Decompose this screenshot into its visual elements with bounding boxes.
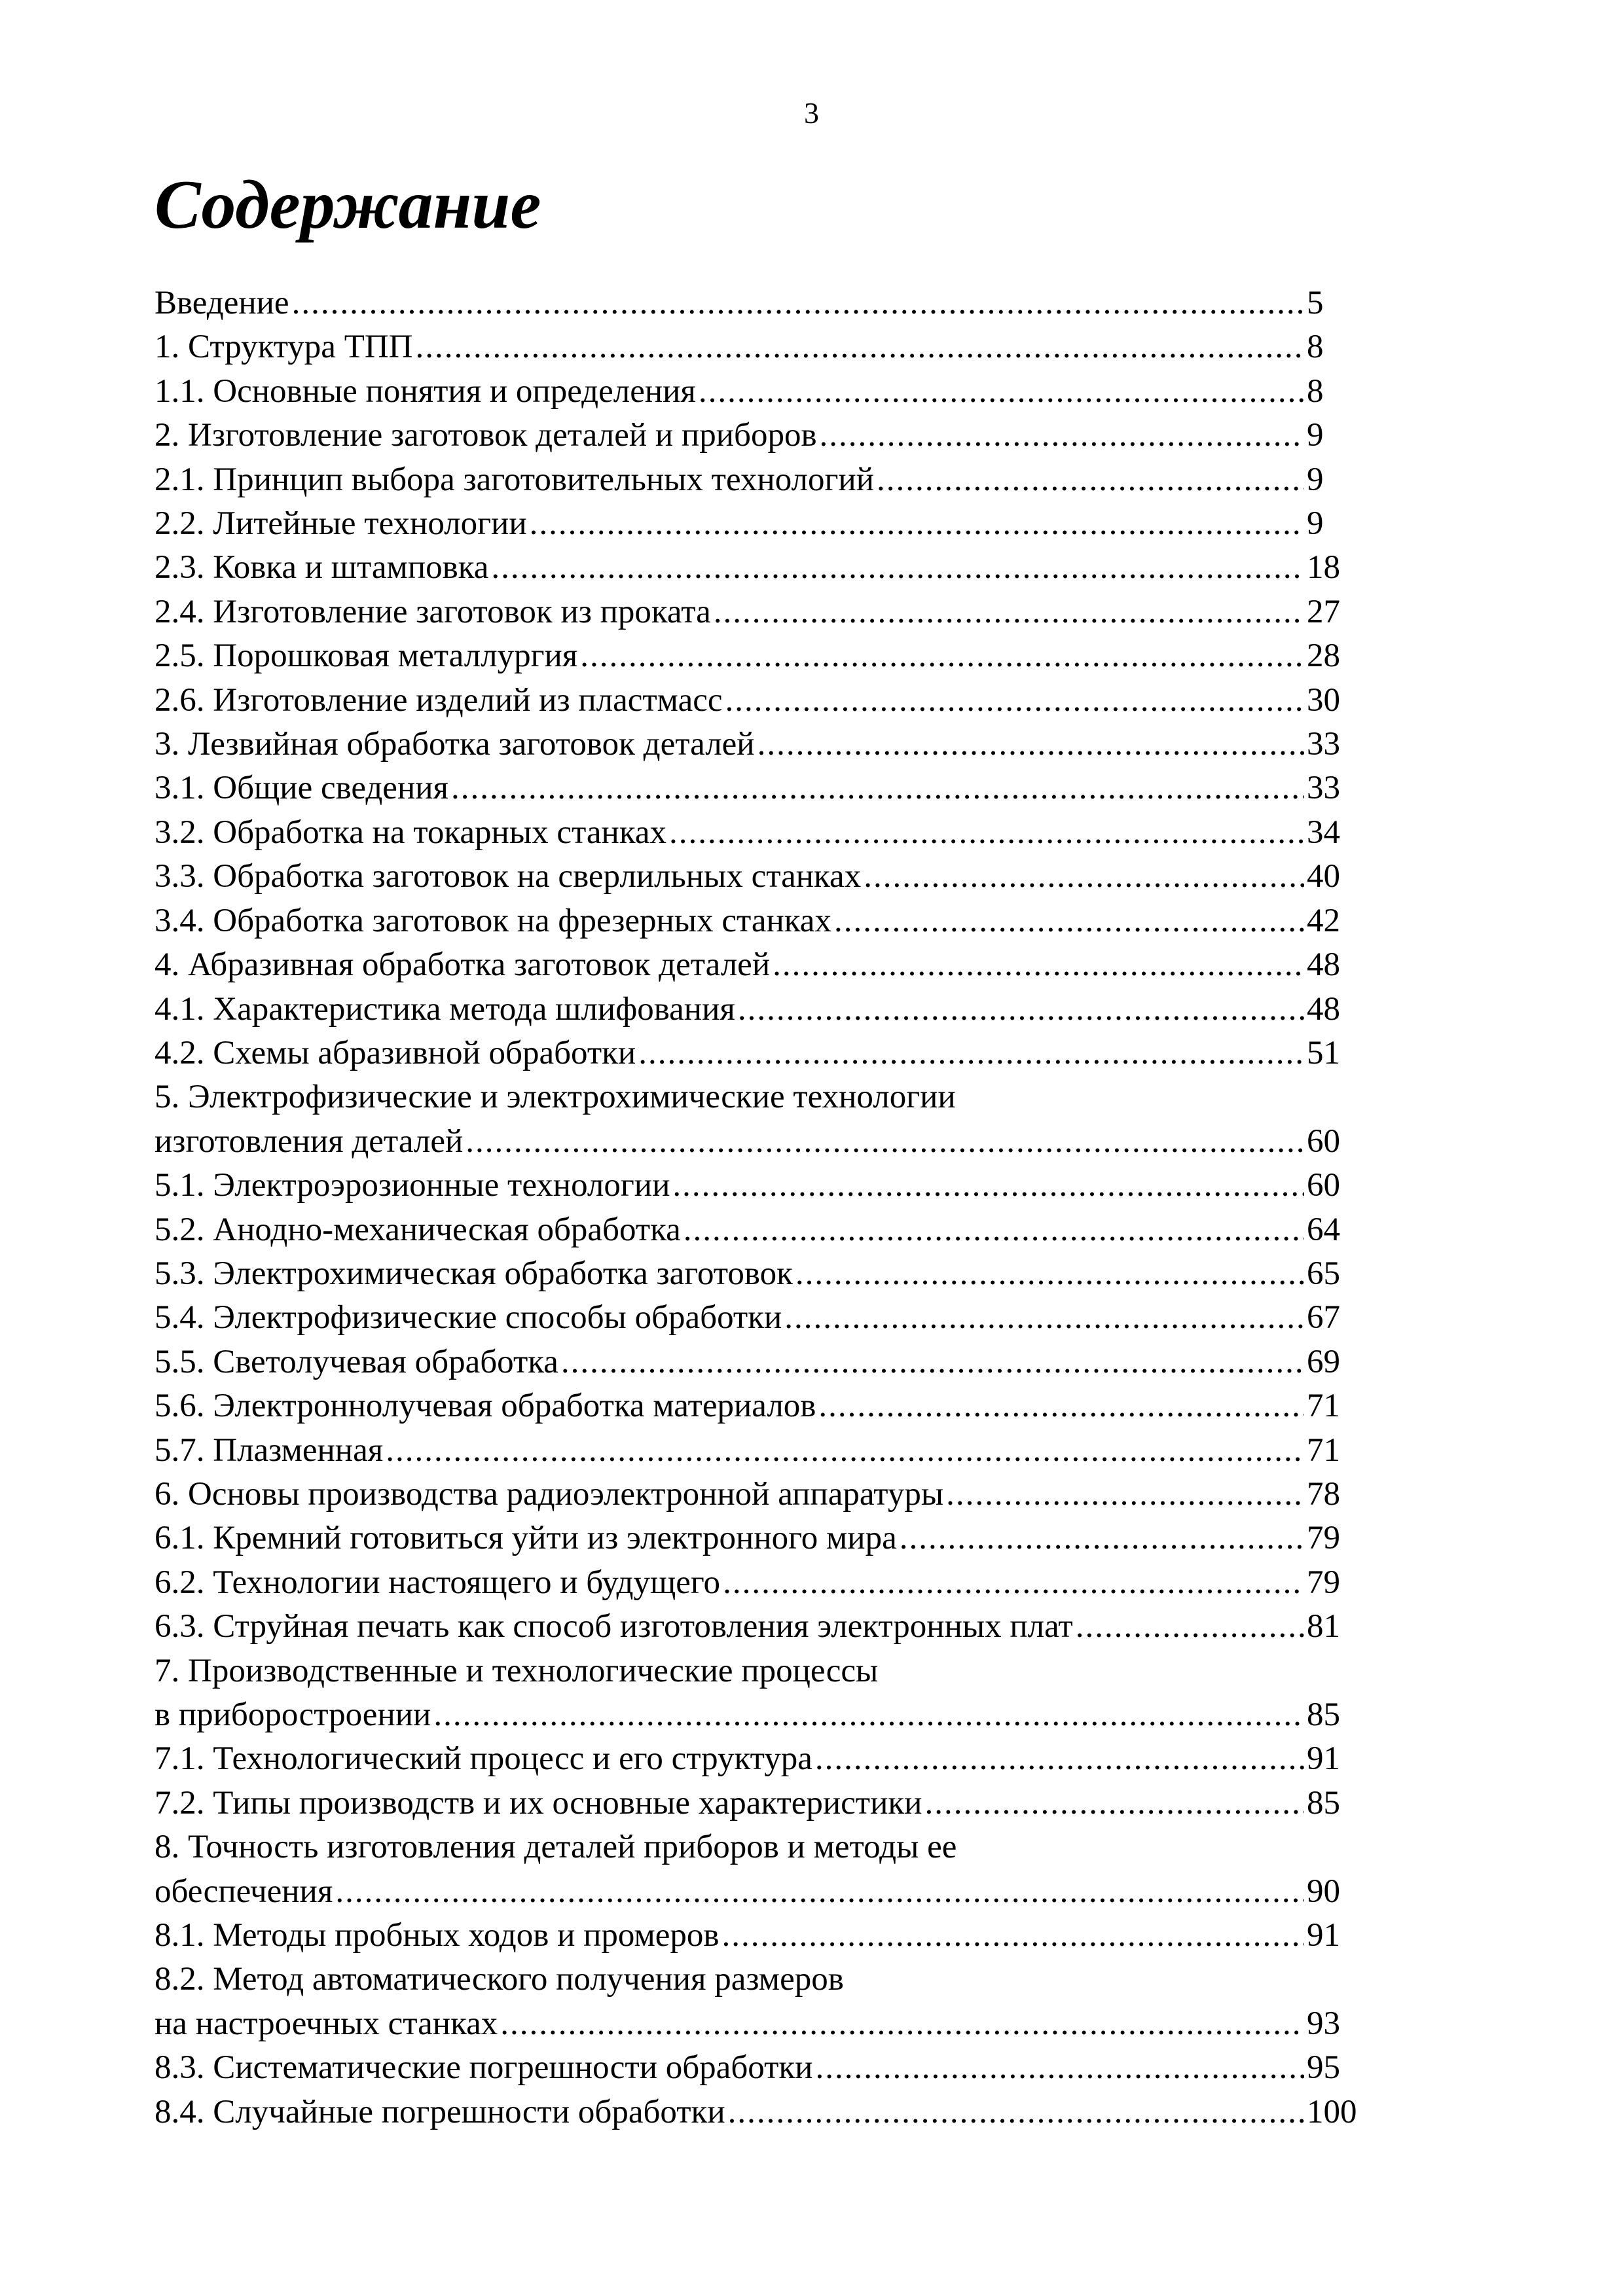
toc-entry-label: 8.1. Методы пробных ходов и промеров bbox=[155, 1917, 720, 1954]
toc-dot-leader bbox=[416, 325, 1304, 369]
toc-dot-leader bbox=[1076, 1605, 1304, 1649]
toc-entry[interactable] bbox=[155, 1649, 1372, 1693]
toc-entry-page: 27 bbox=[1307, 593, 1340, 630]
toc-entry-label: 3.1. Общие сведения bbox=[155, 770, 448, 807]
page-number: 3 bbox=[804, 96, 819, 130]
toc-entry[interactable] bbox=[155, 458, 1372, 502]
toc-entry-label: 5.7. Плазменная bbox=[155, 1431, 384, 1469]
toc-entry[interactable] bbox=[155, 634, 1372, 678]
toc-entry-label: 3.4. Обработка заготовок на фрезерных станках bbox=[155, 902, 831, 939]
toc-entry[interactable] bbox=[155, 281, 1372, 325]
toc-entry[interactable] bbox=[155, 943, 1372, 987]
toc-entry-label: Введение bbox=[155, 285, 289, 321]
table-of-contents bbox=[155, 281, 1372, 2134]
toc-entry-page: 8 bbox=[1307, 372, 1324, 410]
toc-entry[interactable] bbox=[155, 723, 1372, 766]
toc-dot-leader bbox=[451, 766, 1304, 810]
toc-entry-page: 9 bbox=[1307, 417, 1324, 454]
toc-dot-leader bbox=[946, 1473, 1304, 1516]
toc-entry[interactable] bbox=[155, 370, 1372, 414]
toc-entry-page: 18 bbox=[1307, 549, 1340, 586]
toc-dot-leader bbox=[561, 1340, 1304, 1384]
toc-entry-label: 2.5. Порошковая металлургия bbox=[155, 637, 578, 675]
toc-entry-label: 1. Структура ТПП bbox=[155, 329, 413, 366]
toc-entry[interactable] bbox=[155, 546, 1372, 590]
toc-entry[interactable] bbox=[155, 1914, 1372, 1958]
toc-entry[interactable] bbox=[155, 1208, 1372, 1252]
toc-entry-label: 3.3. Обработка заготовок на сверлильных станках bbox=[155, 858, 862, 895]
toc-entry-page: 42 bbox=[1307, 902, 1340, 939]
toc-dot-leader bbox=[292, 281, 1304, 325]
toc-dot-leader bbox=[795, 1252, 1304, 1296]
toc-entry-label: 3. Лезвийная обработка заготовок деталей bbox=[155, 726, 755, 763]
toc-dot-leader bbox=[699, 370, 1304, 414]
toc-dot-leader bbox=[530, 502, 1304, 546]
toc-entry[interactable] bbox=[155, 1693, 1372, 1737]
toc-entry-label: 2.3. Ковка и штамповка bbox=[155, 549, 489, 586]
toc-dot-leader bbox=[900, 1516, 1304, 1560]
toc-entry[interactable] bbox=[155, 414, 1372, 457]
toc-entry-page: 8 bbox=[1307, 329, 1324, 366]
toc-entry-label: 5.6. Электроннолучевая обработка материалов bbox=[155, 1388, 816, 1425]
toc-dot-leader bbox=[815, 1737, 1304, 1781]
toc-dot-leader bbox=[757, 723, 1304, 766]
toc-entry[interactable] bbox=[155, 1120, 1372, 1164]
toc-dot-leader bbox=[669, 811, 1304, 855]
toc-entry-page: 71 bbox=[1307, 1388, 1340, 1425]
toc-entry-label: 4.1. Характеристика метода шлифования bbox=[155, 990, 735, 1028]
toc-entry-label: 7.2. Типы производств и их основные характеристики bbox=[155, 1784, 922, 1821]
toc-entry-label: 6.2. Технологии настоящего и будущего bbox=[155, 1564, 721, 1601]
toc-entry-page: 34 bbox=[1307, 814, 1340, 851]
toc-entry[interactable] bbox=[155, 1473, 1372, 1516]
toc-entry-label: 4. Абразивная обработка заготовок деталей bbox=[155, 946, 771, 984]
toc-entry[interactable] bbox=[155, 899, 1372, 943]
toc-dot-leader bbox=[714, 590, 1304, 634]
toc-entry[interactable] bbox=[155, 1782, 1372, 1825]
toc-entry-page: 100 bbox=[1307, 2093, 1357, 2130]
toc-entry[interactable] bbox=[155, 1958, 1372, 2001]
toc-entry[interactable] bbox=[155, 2002, 1372, 2046]
toc-entry[interactable] bbox=[155, 1296, 1372, 1340]
toc-dot-leader bbox=[433, 1693, 1304, 1737]
toc-entry-page: 91 bbox=[1307, 1917, 1340, 1954]
toc-entry-page: 33 bbox=[1307, 726, 1340, 763]
toc-entry-label: обеспечения bbox=[155, 1873, 333, 1910]
toc-entry-page: 93 bbox=[1307, 2005, 1340, 2042]
toc-entry[interactable] bbox=[155, 1164, 1372, 1208]
toc-entry[interactable] bbox=[155, 811, 1372, 855]
toc-entry-label: 5.4. Электрофизические способы обработки bbox=[155, 1299, 782, 1336]
toc-entry-page: 33 bbox=[1307, 770, 1340, 807]
toc-entry[interactable] bbox=[155, 1031, 1372, 1075]
toc-entry-page: 64 bbox=[1307, 1211, 1340, 1248]
toc-entry[interactable] bbox=[155, 1252, 1372, 1296]
toc-dot-leader bbox=[877, 458, 1304, 502]
toc-entry-label: в приборостроении bbox=[155, 1696, 431, 1733]
toc-entry[interactable] bbox=[155, 590, 1372, 634]
toc-dot-leader bbox=[386, 1429, 1304, 1473]
toc-entry[interactable] bbox=[155, 1605, 1372, 1649]
toc-entry-label: 5.5. Светолучевая обработка bbox=[155, 1343, 558, 1380]
toc-entry[interactable] bbox=[155, 1561, 1372, 1605]
toc-dot-leader bbox=[580, 634, 1304, 678]
toc-dot-leader bbox=[684, 1208, 1304, 1252]
toc-entry[interactable] bbox=[155, 1384, 1372, 1428]
toc-entry-label: 6.3. Струйная печать как способ изготовления электронных плат bbox=[155, 1608, 1073, 1645]
toc-dot-leader bbox=[723, 1561, 1304, 1605]
toc-entry-label: 2.1. Принцип выбора заготовительных технологий bbox=[155, 461, 874, 498]
toc-entry-label: 2.2. Литейные технологии bbox=[155, 505, 527, 543]
toc-entry-page: 81 bbox=[1307, 1608, 1340, 1645]
toc-entry-label: 8.2. Метод автоматического получения размеров bbox=[155, 1961, 844, 1998]
toc-dot-leader bbox=[818, 1384, 1304, 1428]
toc-dot-leader bbox=[728, 2090, 1304, 2134]
toc-entry-label: на настроечных станках bbox=[155, 2005, 498, 2042]
toc-dot-leader bbox=[491, 546, 1304, 590]
toc-dot-leader bbox=[721, 1914, 1304, 1958]
toc-entry-page: 60 bbox=[1307, 1167, 1340, 1204]
toc-entry[interactable] bbox=[155, 1340, 1372, 1384]
toc-entry[interactable] bbox=[155, 502, 1372, 546]
toc-entry-label: 1.1. Основные понятия и определения bbox=[155, 372, 696, 410]
toc-entry[interactable] bbox=[155, 1825, 1372, 1869]
toc-entry-label: изготовления деталей bbox=[155, 1122, 464, 1160]
toc-entry[interactable] bbox=[155, 1429, 1372, 1473]
toc-entry-page: 51 bbox=[1307, 1034, 1340, 1071]
toc-dot-leader bbox=[738, 988, 1304, 1031]
toc-entry[interactable] bbox=[155, 1870, 1372, 1914]
toc-entry-label: 6.1. Кремний готовиться уйти из электронного мира bbox=[155, 1520, 897, 1557]
toc-entry[interactable] bbox=[155, 2090, 1372, 2134]
toc-entry[interactable] bbox=[155, 325, 1372, 369]
toc-entry-label: 8.3. Систематические погрешности обработки bbox=[155, 2049, 813, 2087]
toc-entry-page: 48 bbox=[1307, 946, 1340, 984]
toc-entry-label: 6. Основы производства радиоэлектронной аппаратуры bbox=[155, 1475, 944, 1513]
toc-entry[interactable] bbox=[155, 855, 1372, 899]
toc-dot-leader bbox=[834, 899, 1304, 943]
toc-dot-leader bbox=[725, 679, 1305, 723]
toc-entry-page: 71 bbox=[1307, 1431, 1340, 1469]
toc-dot-leader bbox=[815, 2046, 1304, 2090]
toc-entry-page: 60 bbox=[1307, 1122, 1340, 1160]
toc-dot-leader bbox=[864, 855, 1304, 899]
toc-entry-label: 5. Электрофизические и электрохимические технологии bbox=[155, 1079, 956, 1116]
toc-entry-page: 85 bbox=[1307, 1784, 1340, 1821]
toc-dot-leader bbox=[638, 1031, 1304, 1075]
toc-entry-page: 40 bbox=[1307, 858, 1340, 895]
page-title: Содержание bbox=[155, 166, 541, 243]
toc-dot-leader bbox=[335, 1870, 1304, 1914]
toc-entry-page: 78 bbox=[1307, 1475, 1340, 1513]
toc-dot-leader bbox=[672, 1164, 1304, 1208]
toc-entry-page: 69 bbox=[1307, 1343, 1340, 1380]
toc-entry-label: 8.4. Случайные погрешности обработки bbox=[155, 2093, 725, 2130]
toc-dot-leader bbox=[465, 1120, 1304, 1164]
toc-dot-leader bbox=[500, 2002, 1304, 2046]
toc-entry-label: 2.4. Изготовление заготовок из проката bbox=[155, 593, 711, 630]
toc-dot-leader bbox=[773, 943, 1304, 987]
toc-entry-label: 3.2. Обработка на токарных станках bbox=[155, 814, 666, 851]
toc-entry-page: 5 bbox=[1307, 285, 1324, 321]
toc-dot-leader bbox=[924, 1782, 1304, 1825]
toc-entry[interactable] bbox=[155, 988, 1372, 1031]
toc-entry-page: 9 bbox=[1307, 505, 1324, 543]
toc-entry-page: 28 bbox=[1307, 637, 1340, 675]
toc-entry-label: 4.2. Схемы абразивной обработки bbox=[155, 1034, 636, 1071]
toc-entry-label: 8. Точность изготовления деталей приборов и методы ее bbox=[155, 1829, 957, 1866]
toc-dot-leader bbox=[820, 414, 1304, 457]
toc-entry-page: 48 bbox=[1307, 990, 1340, 1028]
toc-entry[interactable] bbox=[155, 2046, 1372, 2090]
toc-entry[interactable] bbox=[155, 1075, 1372, 1119]
toc-entry-page: 85 bbox=[1307, 1696, 1340, 1733]
toc-entry-page: 91 bbox=[1307, 1740, 1340, 1778]
toc-entry-page: 30 bbox=[1307, 681, 1340, 719]
toc-entry[interactable] bbox=[155, 1516, 1372, 1560]
toc-entry-page: 67 bbox=[1307, 1299, 1340, 1336]
toc-entry-page: 90 bbox=[1307, 1873, 1340, 1910]
toc-entry[interactable] bbox=[155, 1737, 1372, 1781]
toc-entry-page: 9 bbox=[1307, 461, 1324, 498]
toc-dot-leader bbox=[784, 1296, 1304, 1340]
toc-entry-page: 65 bbox=[1307, 1255, 1340, 1292]
toc-entry-label: 5.1. Электроэрозионные технологии bbox=[155, 1167, 670, 1204]
toc-entry-label: 2. Изготовление заготовок деталей и приборов bbox=[155, 417, 817, 454]
toc-entry-label: 2.6. Изготовление изделий из пластмасс bbox=[155, 681, 723, 719]
toc-entry-page: 79 bbox=[1307, 1520, 1340, 1557]
toc-entry-label: 7.1. Технологический процесс и его структура bbox=[155, 1740, 812, 1778]
toc-entry-label: 5.3. Электрохимическая обработка заготовок bbox=[155, 1255, 793, 1292]
toc-entry[interactable] bbox=[155, 679, 1372, 723]
toc-entry-label: 5.2. Анодно-механическая обработка bbox=[155, 1211, 681, 1248]
toc-entry-page: 79 bbox=[1307, 1564, 1340, 1601]
toc-entry-label: 7. Производственные и технологические процессы bbox=[155, 1652, 879, 1689]
toc-entry-page: 95 bbox=[1307, 2049, 1340, 2087]
toc-entry[interactable] bbox=[155, 766, 1372, 810]
